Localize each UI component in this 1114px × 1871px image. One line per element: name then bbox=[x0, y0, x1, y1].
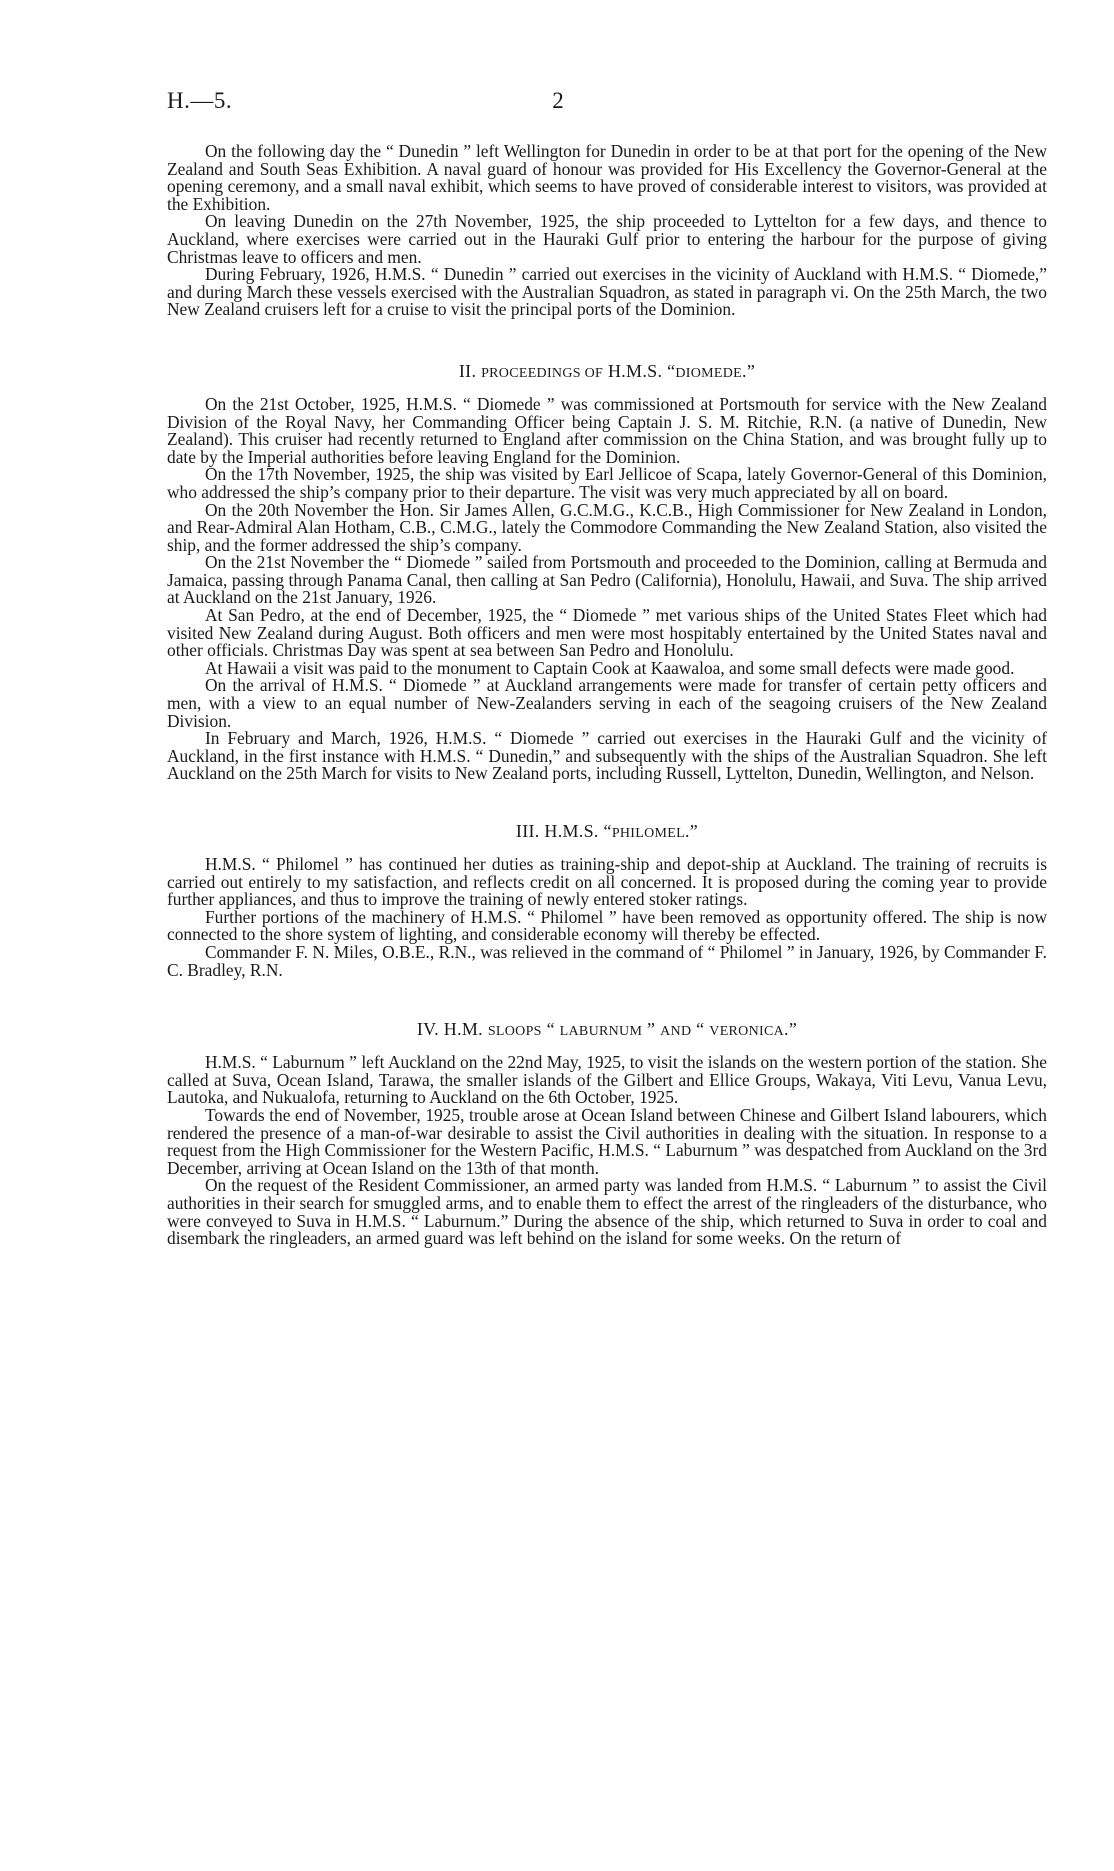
paragraph: During February, 1926, H.M.S. “ Dunedin ” carried out exercises in the vicinity of Auckland with H.M.S. “ Diomede,” and during March these vessels exercised with the Australian Squadron, as stated in paragraph vi. On the 25th March, the two New Zealand cruisers left for a cruise to visit the principal ports of the Dominion. bbox=[167, 264, 1047, 320]
paragraph: On leaving Dunedin on the 27th November, 1925, the ship proceeded to Lyttelton for a few days, and thence to Auckland, where exercises were carried out in the Hauraki Gulf prior to entering the harbour for the purpose of giving Christmas leave to officers and men. bbox=[167, 211, 1047, 267]
section-sloops bbox=[167, 1054, 1047, 1248]
paragraph: Commander F. N. Miles, O.B.E., R.N., was relieved in the command of “ Philomel ” in January, 1926, by Commander F. C. Bradley, R.N. bbox=[167, 941, 1047, 980]
paragraph: On the request of the Resident Commissioner, an armed party was landed from H.M.S. “ Laburnum ” to assist the Civil authorities in their search for smuggled arms, and to enable them to effect the arrest of the ringleaders of the disturbance, who were conveyed to Suva in H.M.S. “ Laburnum.” During the absence of the ship, which returned to Suva in order to coal and disembark the ringleaders, an armed guard was left behind on the island for some weeks. On the return of bbox=[167, 1175, 1047, 1249]
paragraph: At Hawaii a visit was paid to the monument to Captain Cook at Kaawaloa, and some small defects were made good. bbox=[205, 657, 1015, 678]
intro-section bbox=[167, 143, 1047, 319]
paragraph: Further portions of the machinery of H.M.S. “ Philomel ” have been removed as opportunity offered. The ship is now connected to the shore system of lighting, and considerable economy will thereby be effected. bbox=[167, 906, 1047, 945]
paragraph: On the arrival of H.M.S. “ Diomede ” at Auckland arrangements were made for transfer of certain petty officers and men, with a view to an equal number of New-Zealanders serving in each of the seagoing cruisers of the New Zealand Division. bbox=[167, 675, 1047, 731]
section-heading-philomel: III. H.M.S. “PHILOMEL.” bbox=[515, 821, 699, 841]
paragraph: On the 21st November the “ Diomede ” sailed from Portsmouth and proceeded to the Dominion, calling at Bermuda and Jamaica, passing through Panama Canal, then calling at San Pedro (California), Honolulu, Hawaii, and Suva. The ship arrived at Auckland on the 21st January, 1926. bbox=[167, 552, 1047, 608]
page-number: 2 bbox=[552, 88, 564, 113]
running-header bbox=[167, 88, 949, 118]
section-heading-diomede: II. PROCEEDINGS OF H.M.S. “DIOMEDE.” bbox=[458, 360, 756, 381]
paragraph: On the following day the “ Dunedin ” left Wellington for Dunedin in order to be at that port for the opening of the New Zealand and South Seas Exhibition. A naval guard of honour was provided for His Excellency the Governor-General at the opening ceremony, and a small naval exhibit, which seems to have proved of considerable interest to visitors, was provided at the Exhibition. bbox=[167, 141, 1047, 214]
paragraph: On the 20th November the Hon. Sir James Allen, G.C.M.G., K.C.B., High Commissioner for New Zealand in London, and Rear-Admiral Alan Hotham, C.B., C.M.G., lately the Commodore Commanding the New Zealand Station, also visited the ship, and the former addressed the ship’s company. bbox=[167, 499, 1047, 555]
paragraph: In February and March, 1926, H.M.S. “ Diomede ” carried out exercises in the Hauraki Gulf and the vicinity of Auckland, in the first instance with H.M.S. “ Dunedin,” and subsequently with the ships of the Australian Squadron. She left Auckland on the 25th March for visits to New Zealand ports, including Russell, Lyttelton, Dunedin, Wellington, and Nelson. bbox=[167, 728, 1047, 784]
paragraph: On the 21st October, 1925, H.M.S. “ Diomede ” was commissioned at Portsmouth for service with the New Zealand Division of the Royal Navy, her Commanding Officer being Captain J. S. M. Ritchie, R.N. (a native of Dunedin, New Zealand). This cruiser had recently returned to England after commission on the China Station, and was brought fully up to date by the Imperial authorities before leaving England for the Dominion. bbox=[167, 393, 1047, 467]
document-body bbox=[167, 143, 1047, 1248]
paragraph: On the 17th November, 1925, the ship was visited by Earl Jellicoe of Scapa, lately Governor-General of this Dominion, who addressed the ship’s company prior to their departure. The visit was very much appreciated by all on board. bbox=[167, 464, 1047, 502]
paragraph: H.M.S. “ Laburnum ” left Auckland on the 22nd May, 1925, to visit the islands on the western portion of the station. She called at Suva, Ocean Island, Tarawa, the smaller islands of the Gilbert and Ellice Groups, Wakaya, Viti Levu, Vanua Levu, Lautoka, and Nukualofa, returning to Auckland on the 6th October, 1925. bbox=[167, 1052, 1047, 1108]
paragraph: At San Pedro, at the end of December, 1925, the “ Diomede ” met various ships of the United States Fleet which had visited New Zealand during August. Both officers and men were most hospitably entertained by the United States naval and other officials. Christmas Day was spent at sea between San Pedro and Honolulu. bbox=[167, 605, 1047, 661]
document-reference: H.—5. bbox=[167, 88, 233, 113]
paragraph: H.M.S. “ Philomel ” has continued her duties as training-ship and depot-ship at Auckland. The training of recruits is carried out entirely to my satisfaction, and reflects credit on all concerned. It is proposed during the coming year to provide further appliances, and thus to improve the training of newly entered stoker ratings. bbox=[167, 854, 1047, 910]
paragraph: Towards the end of November, 1925, trouble arose at Ocean Island between Chinese and Gilbert Island labourers, which rendered the presence of a man-of-war desirable to assist the Civil authorities in dealing with the situation. In response to a request from the High Commissioner for the Western Pacific, H.M.S. “ Laburnum ” was despatched from Auckland on the 3rd December, arriving at Ocean Island on the 13th of that month. bbox=[167, 1104, 1047, 1178]
section-heading-sloops: IV. H.M. SLOOPS “ LABURNUM ” AND “ VERONICA.” bbox=[416, 1019, 798, 1040]
section-philomel bbox=[167, 856, 1047, 979]
section-diomede bbox=[167, 393, 1047, 784]
